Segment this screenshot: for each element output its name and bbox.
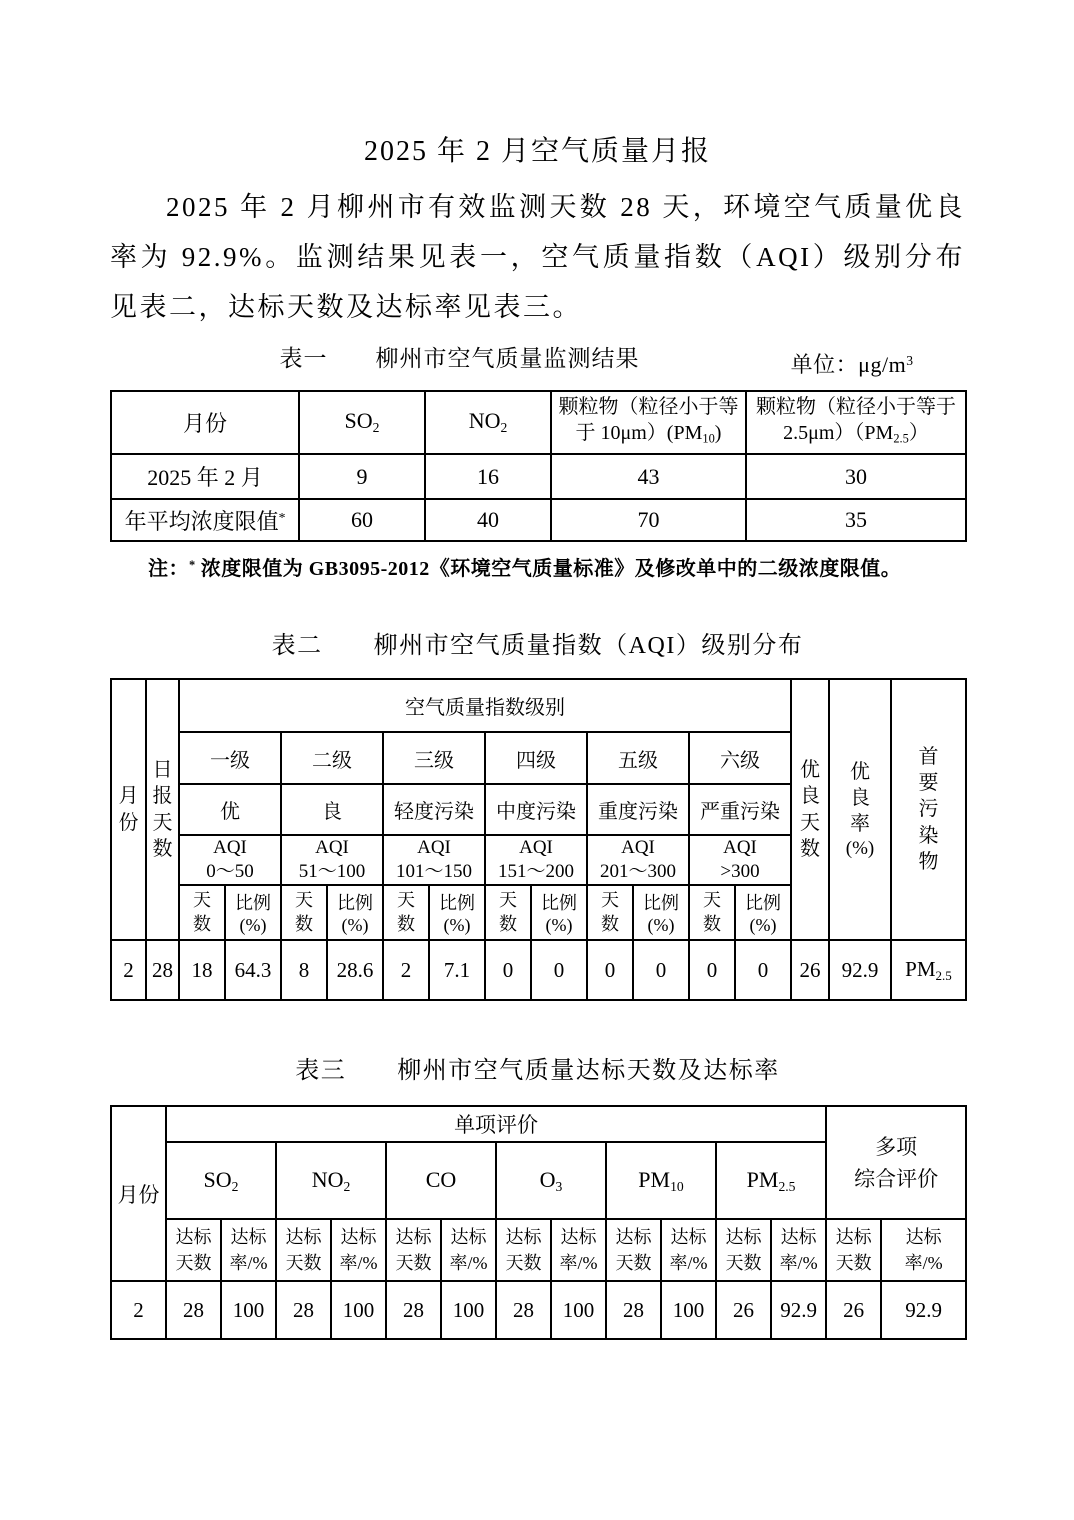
multi-eval-line2: 综合评价 [854,1166,939,1191]
t3-pollutant-pm25 [716,1142,826,1219]
aqi-range: 151～200 [497,861,574,883]
t3-attain-days-no2 [276,1219,331,1281]
pollutant-base: PM [638,1166,671,1192]
t2-aqi-range-5 [587,835,689,885]
t3-data-days-co: 28 [386,1281,441,1339]
t2-data-ratio-1: 64.3 [225,940,281,1000]
t3-data-days-no2: 28 [276,1281,331,1339]
ratio-label: 比例 [337,893,373,914]
t2-grade-6: 六级 [689,732,791,784]
t2-days-subheader-2 [281,885,327,940]
t3-header-row1 [111,1106,966,1142]
attain-days-l1: 达标 [835,1227,872,1248]
so2-sub: 2 [372,420,380,436]
daily-days-vertical-label: 日报天数 [152,758,173,861]
ratio-label: 比例 [235,893,271,914]
t3-attain-days-multi [826,1219,881,1281]
attain-days-l1: 达标 [505,1227,542,1248]
t1-row2-so2: 60 [299,499,425,541]
t2-data-good-days: 26 [791,940,829,1000]
t2-data-days-2: 8 [281,940,327,1000]
ratio-percent: (%) [341,915,369,936]
t2-name-1: 优 [179,784,281,835]
t3-data-rate-no2: 100 [331,1281,386,1339]
t2-data-good-rate: 92.9 [829,940,891,1000]
attain-rate-l1: 达标 [780,1227,817,1248]
t3-pollutant-no2 [276,1142,386,1219]
t2-aqi-levels-header: 空气质量指数级别 [179,679,791,732]
t2-days-subheader-4 [485,885,531,940]
attain-rate-l2: 率/% [904,1253,943,1274]
t2-name-6: 严重污染 [689,784,791,835]
ratio-percent: (%) [239,915,267,936]
pollutant-base: CO [425,1166,457,1192]
table3-caption: 表三 柳州市空气质量达标天数及达标率 [295,1058,780,1085]
paragraph-line: 2025 年 2 月柳州市有效监测天数 28 天，环境空气质量优良 [166,192,965,222]
no2-base: NO [468,408,501,434]
aqi-range: 51～100 [298,861,366,883]
t3-pollutant-so2 [166,1142,276,1219]
t3-attain-rate-pm25 [771,1219,826,1281]
days-label: 天数 [702,889,721,934]
t3-pollutant-o3 [496,1142,606,1219]
t1-row1-so2: 9 [299,454,425,499]
t2-grade-5: 五级 [587,732,689,784]
t2-data-daily: 28 [146,940,179,1000]
t2-name-4: 中度污染 [485,784,587,835]
good-rate-vertical-label: 优良率 [850,760,870,836]
aqi-range: 201～300 [599,861,676,883]
t2-data-days-1: 18 [179,940,225,1000]
t2-header-row1 [111,679,966,732]
t1-header-pm25 [746,391,966,454]
month-vertical-label: 月份 [118,785,139,834]
t2-ratio-subheader-2 [327,885,383,940]
t2-data-ratio-4: 0 [531,940,587,1000]
t3-data-days-multi: 26 [826,1281,881,1339]
t2-data-days-5: 0 [587,940,633,1000]
ratio-label: 比例 [541,893,577,914]
t2-aqi-range-1 [179,835,281,885]
multi-eval-line1: 多项 [875,1134,918,1159]
t3-attain-days-pm25 [716,1219,771,1281]
t3-data-month: 2 [111,1281,166,1339]
unit-text: 单位：μg/m [790,351,907,377]
t3-attain-rate-o3 [551,1219,606,1281]
t3-single-eval-header: 单项评价 [166,1106,826,1142]
attain-rate-l1: 达标 [340,1227,377,1248]
t3-pollutant-pm10 [606,1142,716,1219]
days-label: 天数 [294,889,313,934]
table1-footnote [110,550,965,584]
attain-days-l2: 天数 [835,1253,872,1274]
attain-days-l1: 达标 [725,1227,762,1248]
pm25-sub: 2.5 [893,431,909,446]
attain-days-l1: 达标 [615,1227,652,1248]
primary-pollutant-vertical-label: 首要污染物 [918,745,939,874]
attain-rate-l2: 率/% [229,1253,268,1274]
no2-sub: 2 [500,420,508,436]
t2-data-primary-pollutant [891,940,966,1000]
t2-name-5: 重度污染 [587,784,689,835]
t2-days-subheader-1 [179,885,225,940]
table1-unit [791,344,913,382]
t1-row2-pm10: 70 [551,499,746,541]
t3-data-rate-pm10: 100 [661,1281,716,1339]
t2-daily-days-header [146,679,179,940]
pollutant-sub: 3 [555,1178,563,1194]
t2-grade-3: 三级 [383,732,485,784]
attain-days-l2: 天数 [175,1253,212,1274]
note-text: 浓度限值为 GB3095-2012《环境空气质量标准》及修改单中的二级浓度限值。 [195,558,902,581]
attain-days-l2: 天数 [505,1253,542,1274]
attain-rate-l1: 达标 [450,1227,487,1248]
t3-attain-days-so2 [166,1219,221,1281]
attain-days-l2: 天数 [725,1253,762,1274]
t2-data-days-3: 2 [383,940,429,1000]
table2-aqi-distribution [110,678,967,1001]
days-label: 天数 [192,889,211,934]
t2-data-month: 2 [111,940,146,1000]
ratio-label: 比例 [439,893,475,914]
t2-ratio-subheader-3 [429,885,485,940]
t3-pollutant-co [386,1142,496,1219]
t2-days-subheader-6 [689,885,735,940]
limit-asterisk: * [278,509,286,525]
t2-data-ratio-2: 28.6 [327,940,383,1000]
table2-caption: 表二 柳州市空气质量指数（AQI）级别分布 [271,633,804,660]
attain-rate-l1: 达标 [670,1227,707,1248]
t3-data-rate-multi: 92.9 [881,1281,966,1339]
pollutant-sub: 2.5 [778,1178,796,1194]
so2-base: SO [344,408,373,434]
pm25-pre: 颗粒物（粒径小于等于 2.5μm）（PM [756,395,956,444]
t3-attain-rate-no2 [331,1219,386,1281]
t1-row1-label: 2025 年 2 月 [111,454,299,499]
t1-row2-label [111,499,299,541]
primary-base: PM [905,956,936,981]
days-label: 天数 [396,889,415,934]
t3-attain-days-o3 [496,1219,551,1281]
t3-multi-eval-header [826,1106,966,1219]
ratio-percent: (%) [749,915,777,936]
good-rate-percent: (%) [845,837,875,859]
t1-row2-pm25: 35 [746,499,966,541]
t2-days-subheader-3 [383,885,429,940]
pm10-pre: 颗粒物（粒径小于等于 10μm）(PM [558,395,739,444]
attain-days-l1: 达标 [395,1227,432,1248]
t3-attain-rate-co [441,1219,496,1281]
t3-data-rate-so2: 100 [221,1281,276,1339]
t2-grade-2: 二级 [281,732,383,784]
attain-rate-l1: 达标 [905,1227,942,1248]
aqi-label: AQI [315,837,349,859]
t3-data-days-o3: 28 [496,1281,551,1339]
paragraph-line: 率为 92.9%。监测结果见表一，空气质量指数（AQI）级别分布 [110,242,965,272]
ratio-percent: (%) [545,915,573,936]
t2-aqi-range-3 [383,835,485,885]
t2-days-subheader-5 [587,885,633,940]
attain-days-l2: 天数 [615,1253,652,1274]
good-rate-label-wrap [830,759,890,861]
t3-subheader-row [111,1219,966,1281]
attain-days-l1: 达标 [175,1227,212,1248]
t3-data-days-pm25: 26 [716,1281,771,1339]
pollutant-sub: 2 [343,1178,351,1194]
aqi-label: AQI [621,837,655,859]
aqi-label: AQI [213,837,247,859]
ratio-percent: (%) [443,915,471,936]
table1-caption: 表一 柳州市空气质量监测结果 [279,346,640,371]
t3-data-rate-co: 100 [441,1281,496,1339]
good-days-vertical-label: 优良天数 [800,758,820,861]
page-title: 2025 年 2 月空气质量月报 [363,136,711,167]
t2-data-days-4: 0 [485,940,531,1000]
t1-row2-no2: 40 [425,499,551,541]
table1-monitoring-results [110,390,967,542]
t2-name-3: 轻度污染 [383,784,485,835]
t3-data-row [111,1281,966,1339]
t2-ratio-subheader-5 [633,885,689,940]
t2-month-header [111,679,146,940]
t1-header-so2 [299,391,425,454]
aqi-range: >300 [720,861,760,883]
t2-ratio-subheader-1 [225,885,281,940]
t3-attain-rate-so2 [221,1219,276,1281]
aqi-range: 101～150 [395,861,472,883]
t2-data-ratio-5: 0 [633,940,689,1000]
pollutant-base: NO [311,1166,344,1192]
pollutant-sub: 10 [670,1178,684,1194]
t1-row1-no2: 16 [425,454,551,499]
t3-data-rate-o3: 100 [551,1281,606,1339]
attain-rate-l2: 率/% [449,1253,488,1274]
t2-grade-4: 四级 [485,732,587,784]
table1-data-row-limit [111,499,966,541]
days-label: 天数 [498,889,517,934]
t3-data-days-pm10: 28 [606,1281,661,1339]
attain-rate-l2: 率/% [559,1253,598,1274]
pollutant-base: SO [203,1166,232,1192]
ratio-label: 比例 [643,893,679,914]
t1-header-no2 [425,391,551,454]
aqi-label: AQI [723,837,757,859]
limit-label: 年平均浓度限值 [124,508,279,534]
attain-rate-l2: 率/% [669,1253,708,1274]
pollutant-sub: 2 [231,1178,239,1194]
t3-attain-rate-multi [881,1219,966,1281]
t3-data-days-so2: 28 [166,1281,221,1339]
t2-good-days-header [791,679,829,940]
t2-aqi-range-2 [281,835,383,885]
t3-attain-days-pm10 [606,1219,661,1281]
t2-ratio-subheader-6 [735,885,791,940]
table3-attainment [110,1105,967,1340]
t3-attain-days-co [386,1219,441,1281]
t2-aqi-range-6 [689,835,791,885]
aqi-range: 0～50 [206,861,254,883]
t2-data-ratio-3: 7.1 [429,940,485,1000]
pollutant-base: PM [746,1166,779,1192]
table1-caption-row [110,342,965,376]
attain-days-l1: 达标 [285,1227,322,1248]
attain-days-l2: 天数 [285,1253,322,1274]
t1-row1-pm10: 43 [551,454,746,499]
aqi-label: AQI [417,837,451,859]
table1-header-row [111,391,966,454]
t2-good-rate-header [829,679,891,940]
attain-rate-l2: 率/% [339,1253,378,1274]
pm25-post: ） [908,421,929,444]
t1-header-pm10 [551,391,746,454]
t2-grade-1: 一级 [179,732,281,784]
t1-row1-pm25: 30 [746,454,966,499]
pm10-sub: 10 [702,431,715,446]
t2-name-2: 良 [281,784,383,835]
unit-superscript: 3 [906,353,913,368]
t1-header-month: 月份 [111,391,299,454]
ratio-label: 比例 [745,893,781,914]
ratio-percent: (%) [647,915,675,936]
note-prefix: 注： [148,558,189,581]
note-asterisk: * [189,558,196,572]
intro-paragraph [110,182,965,332]
aqi-label: AQI [519,837,553,859]
table1-data-row-month [111,454,966,499]
t2-primary-pollutant-header [891,679,966,940]
t2-data-row [111,940,966,1000]
t2-data-ratio-6: 0 [735,940,791,1000]
pollutant-base: O [539,1166,556,1192]
attain-rate-l2: 率/% [779,1253,818,1274]
t2-aqi-range-4 [485,835,587,885]
pm10-post: ) [714,421,722,444]
paragraph-line: 见表二，达标天数及达标率见表三。 [110,292,582,322]
attain-rate-l1: 达标 [230,1227,267,1248]
t3-attain-rate-pm10 [661,1219,716,1281]
days-label: 天数 [600,889,619,934]
attain-days-l2: 天数 [395,1253,432,1274]
t2-data-days-6: 0 [689,940,735,1000]
attain-rate-l1: 达标 [560,1227,597,1248]
t2-ratio-subheader-4 [531,885,587,940]
t3-data-rate-pm25: 92.9 [771,1281,826,1339]
primary-sub: 2.5 [935,967,952,983]
t3-month-header: 月份 [111,1106,166,1281]
